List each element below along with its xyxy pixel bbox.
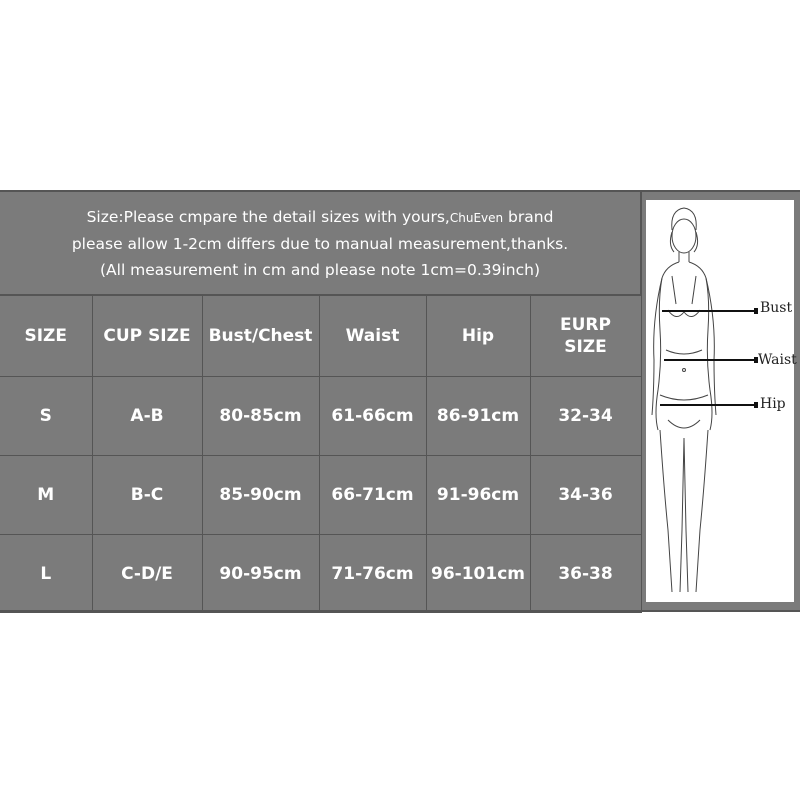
cell-eurp-size: 36-38 — [530, 535, 641, 613]
cell-cup-size: A-B — [92, 377, 202, 456]
cell-size: L — [0, 535, 92, 613]
cell-hip: 96-101cm — [426, 535, 530, 613]
cell-cup-size: B-C — [92, 456, 202, 535]
bust-label: Bust — [760, 300, 793, 316]
hip-label: Hip — [760, 396, 786, 412]
cell-waist: 61-66cm — [319, 377, 426, 456]
size-table — [0, 295, 642, 613]
cell-waist: 71-76cm — [319, 535, 426, 613]
cell-bust: 85-90cm — [202, 456, 319, 535]
header-bust-chest: Bust/Chest — [202, 296, 319, 377]
body-figure-panel — [641, 192, 800, 610]
cell-size: S — [0, 377, 92, 456]
cell-waist: 66-71cm — [319, 456, 426, 535]
cell-cup-size: C-D/E — [92, 535, 202, 613]
size-chart — [0, 190, 800, 612]
cell-bust: 90-95cm — [202, 535, 319, 613]
header-waist: Waist — [319, 296, 426, 377]
cell-hip: 91-96cm — [426, 456, 530, 535]
header-eurp-size: EURP SIZE — [530, 296, 641, 377]
header-size: SIZE — [0, 296, 92, 377]
table-row — [0, 535, 641, 613]
header-hip: Hip — [426, 296, 530, 377]
brand-name: ChuEven — [449, 210, 504, 225]
note-line-1-text: Size:Please cmpare the detail sizes with yours, — [86, 207, 450, 226]
cell-eurp-size: 32-34 — [530, 377, 641, 456]
note-line-1 — [87, 204, 554, 231]
table-header-row — [0, 296, 641, 377]
cell-eurp-size: 34-36 — [530, 456, 641, 535]
body-figure — [646, 200, 797, 602]
header-cup-size: CUP SIZE — [92, 296, 202, 377]
waist-label: Waist — [758, 352, 797, 368]
cell-size: M — [0, 456, 92, 535]
cell-bust: 80-85cm — [202, 377, 319, 456]
note-line-2: please allow 1-2cm differs due to manual measurement,thanks. — [71, 234, 569, 253]
note-line-1-tail: brand — [503, 207, 554, 226]
note-line-3: (All measurement in cm and please note 1cm=0.39inch) — [99, 260, 541, 279]
cell-hip: 86-91cm — [426, 377, 530, 456]
table-row — [0, 456, 641, 535]
table-row — [0, 377, 641, 456]
measurement-note — [0, 192, 641, 295]
